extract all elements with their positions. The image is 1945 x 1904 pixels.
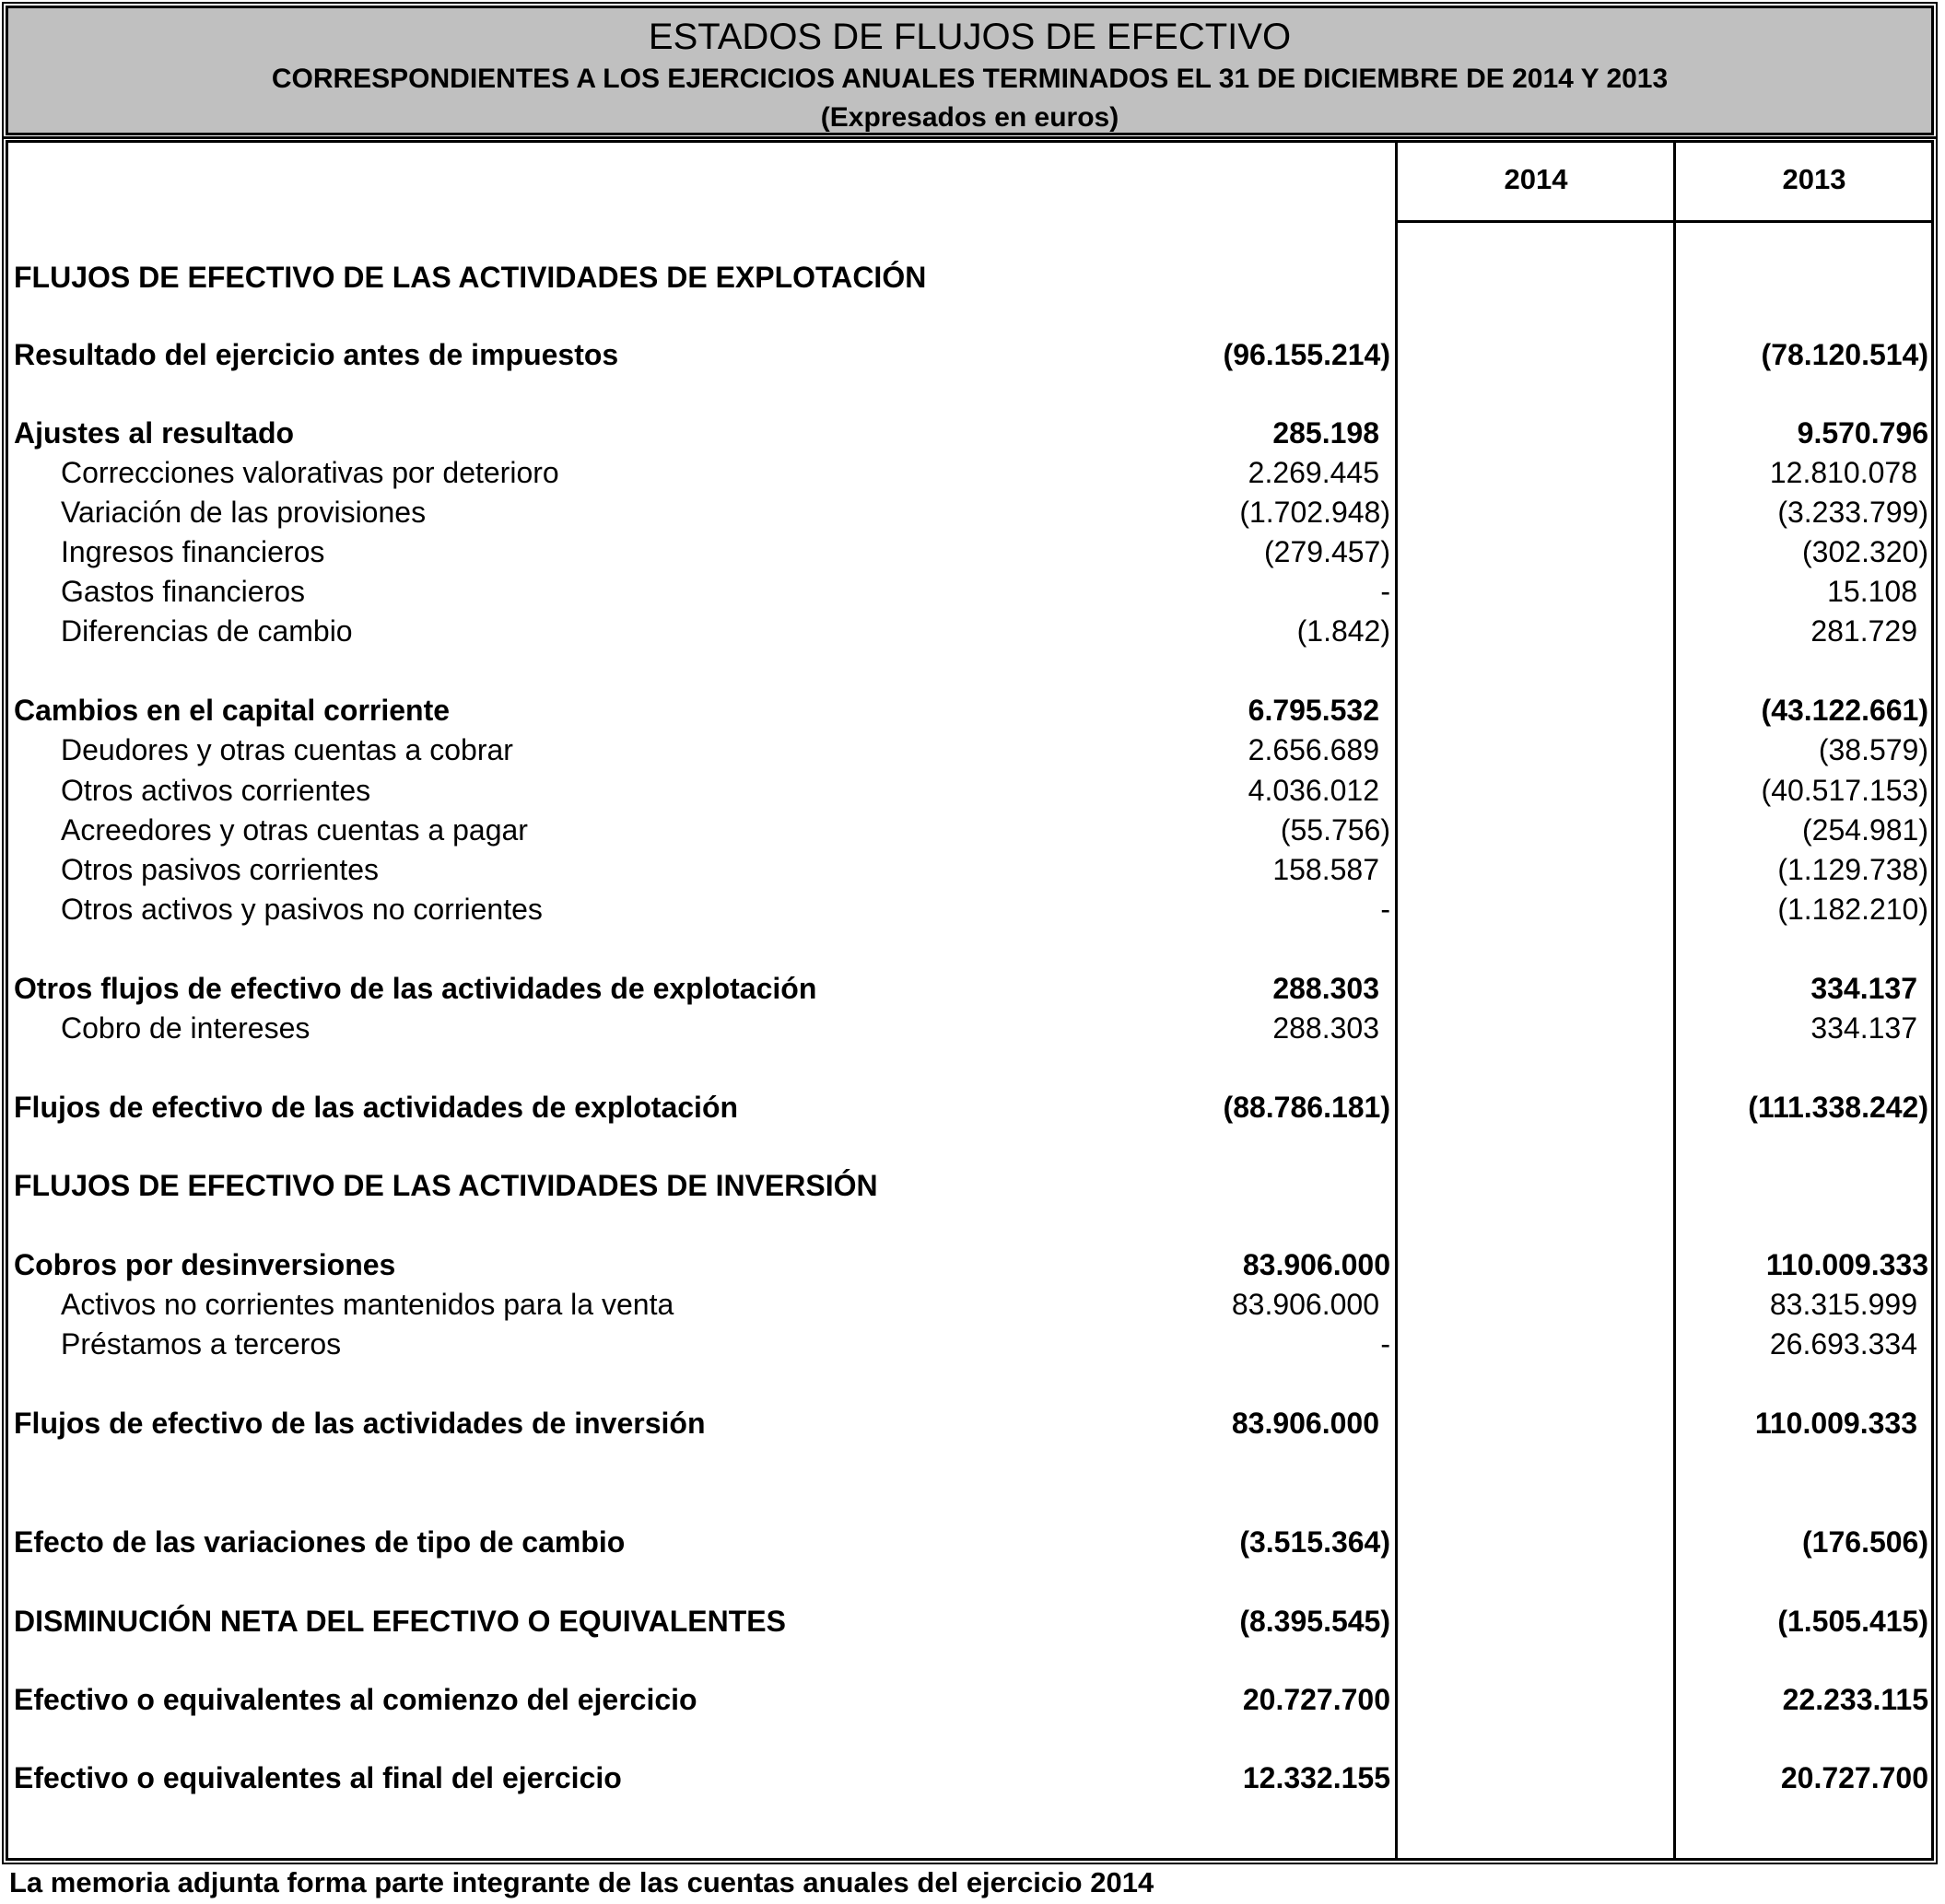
value-2014: (8.395.545) [1239,1605,1390,1638]
statement-title: ESTADOS DE FLUJOS DE EFECTIVO [648,17,1292,57]
value-2014: 2.656.689 [1248,733,1379,766]
table-row [8,970,1931,1007]
cash-flow-table [6,140,1934,1861]
row-label: Variación de las provisiones [61,496,427,529]
value-2013: (1.129.738) [1777,853,1928,886]
table-row [8,891,1931,928]
row-label: Acreedores y otras cuentas a pagar [61,813,528,847]
table-row [8,533,1931,570]
table-row [8,573,1931,610]
value-2013: (1.182.210) [1777,893,1928,926]
statement-header [6,6,1934,135]
value-2014: - [1380,1327,1390,1361]
value-2014: 83.906.000 [1231,1288,1379,1321]
value-2014: 83.906.000 [1242,1248,1390,1281]
value-2013: (3.233.799) [1777,496,1928,529]
value-2013: (38.579) [1818,733,1928,766]
row-label: Flujos de efectivo de las actividades de explotación [14,1091,739,1124]
value-2014: 12.332.155 [1242,1761,1390,1794]
section-heading-inversion [8,1167,1931,1204]
row-label: Diferencias de cambio [61,614,353,648]
year-header-underline [1395,220,1934,223]
table-row [8,772,1931,809]
value-2013: 110.009.333 [1754,1407,1917,1440]
value-2014: 2.269.445 [1248,456,1379,489]
value-2013: 26.693.334 [1769,1327,1917,1361]
table-row [8,336,1931,373]
value-2013: (111.338.242) [1748,1091,1928,1124]
value-2013: 9.570.796 [1797,416,1928,450]
value-2014: 4.036.012 [1248,774,1379,807]
year-header-2013: 2013 [1782,163,1846,195]
value-2014: (96.155.214) [1223,338,1390,371]
row-label: Deudores y otras cuentas a cobrar [61,733,513,766]
row-label: Flujos de efectivo de las actividades de inversión [14,1407,706,1440]
row-label: Efecto de las variaciones de tipo de cambio [14,1525,626,1559]
row-label: Cobros por desinversiones [14,1248,396,1281]
table-row [8,1759,1931,1796]
year-header-2014: 2014 [1504,163,1568,195]
table-row [8,1405,1931,1442]
row-label: FLUJOS DE EFECTIVO DE LAS ACTIVIDADES DE EXPLOTACIÓN [14,261,927,294]
value-2013: 83.315.999 [1769,1288,1917,1321]
table-row [8,454,1931,491]
row-label: Otros pasivos corrientes [61,853,380,886]
table-row [8,1286,1931,1323]
value-2013: (40.517.153) [1761,774,1928,807]
table-row [8,1524,1931,1560]
value-2014: - [1380,893,1390,926]
value-2013: (302.320) [1802,535,1928,568]
value-2013: (254.981) [1802,813,1928,847]
value-2014: 6.795.532 [1248,694,1379,727]
value-2013: 334.137 [1810,1011,1917,1045]
table-row [8,1681,1931,1718]
value-2013: (1.505.415) [1777,1605,1928,1638]
row-label: Efectivo o equivalentes al comienzo del ejercicio [14,1683,697,1716]
row-label: Cobro de intereses [61,1011,310,1045]
value-2013: 110.009.333 [1765,1248,1928,1281]
value-2013: 281.729 [1810,614,1917,648]
statement-subtitle: CORRESPONDIENTES A LOS EJERCICIOS ANUALES TERMINADOS EL 31 DE DICIEMBRE DE 2014 Y 2013 [271,64,1669,94]
row-label: Efectivo o equivalentes al final del ejercicio [14,1761,622,1794]
value-2014: (3.515.364) [1239,1525,1390,1559]
row-label: Ingresos financieros [61,535,325,568]
value-2014: 20.727.700 [1242,1683,1390,1716]
value-2013: (78.120.514) [1761,338,1928,371]
value-2014: 288.303 [1272,972,1379,1005]
value-2014: 83.906.000 [1231,1407,1379,1440]
row-label: Resultado del ejercicio antes de impuestos [14,338,619,371]
value-2013: 15.108 [1827,575,1917,608]
value-2014: - [1380,575,1390,608]
value-2013: 20.727.700 [1780,1761,1928,1794]
table-row [8,1603,1931,1640]
footer-note: La memoria adjunta forma parte integrante de las cuentas anuales del ejercicio 2014 [9,1866,1154,1898]
row-label: Ajustes al resultado [14,416,295,450]
value-2014: (55.756) [1280,813,1390,847]
table-row [8,1089,1931,1126]
table-row [8,812,1931,848]
value-2014: 285.198 [1272,416,1379,450]
row-label: FLUJOS DE EFECTIVO DE LAS ACTIVIDADES DE INVERSIÓN [14,1169,878,1202]
row-label: DISMINUCIÓN NETA DEL EFECTIVO O EQUIVALENTES [14,1605,786,1638]
value-2013: 334.137 [1810,972,1917,1005]
row-label: Cambios en el capital corriente [14,694,451,727]
table-row [8,1010,1931,1046]
value-2014: (88.786.181) [1223,1091,1390,1124]
row-label: Gastos financieros [61,575,306,608]
table-row [8,415,1931,451]
value-2014: 158.587 [1272,853,1379,886]
table-row [8,1246,1931,1283]
value-2013: 22.233.115 [1782,1683,1928,1716]
table-row [8,851,1931,888]
value-2013: (43.122.661) [1761,694,1928,727]
table-row [8,494,1931,531]
section-heading-explotacion [8,259,1931,296]
value-2014: (1.842) [1296,614,1390,648]
row-label: Otros activos corrientes [61,774,371,807]
row-label: Otros flujos de efectivo de las actividades de explotación [14,972,817,1005]
row-label: Préstamos a terceros [61,1327,342,1361]
value-2013: 12.810.078 [1769,456,1917,489]
statement-unit: (Expresados en euros) [820,102,1119,133]
row-label: Otros activos y pasivos no corrientes [61,893,543,926]
value-2014: (279.457) [1264,535,1390,568]
row-label: Correcciones valorativas por deterioro [61,456,559,489]
value-2014: 288.303 [1272,1011,1379,1045]
value-2014: (1.702.948) [1239,496,1390,529]
table-row [8,613,1931,649]
table-row [8,1326,1931,1362]
row-label: Activos no corrientes mantenidos para la venta [61,1288,674,1321]
table-row [8,692,1931,729]
value-2013: (176.506) [1802,1525,1928,1559]
table-row [8,731,1931,768]
